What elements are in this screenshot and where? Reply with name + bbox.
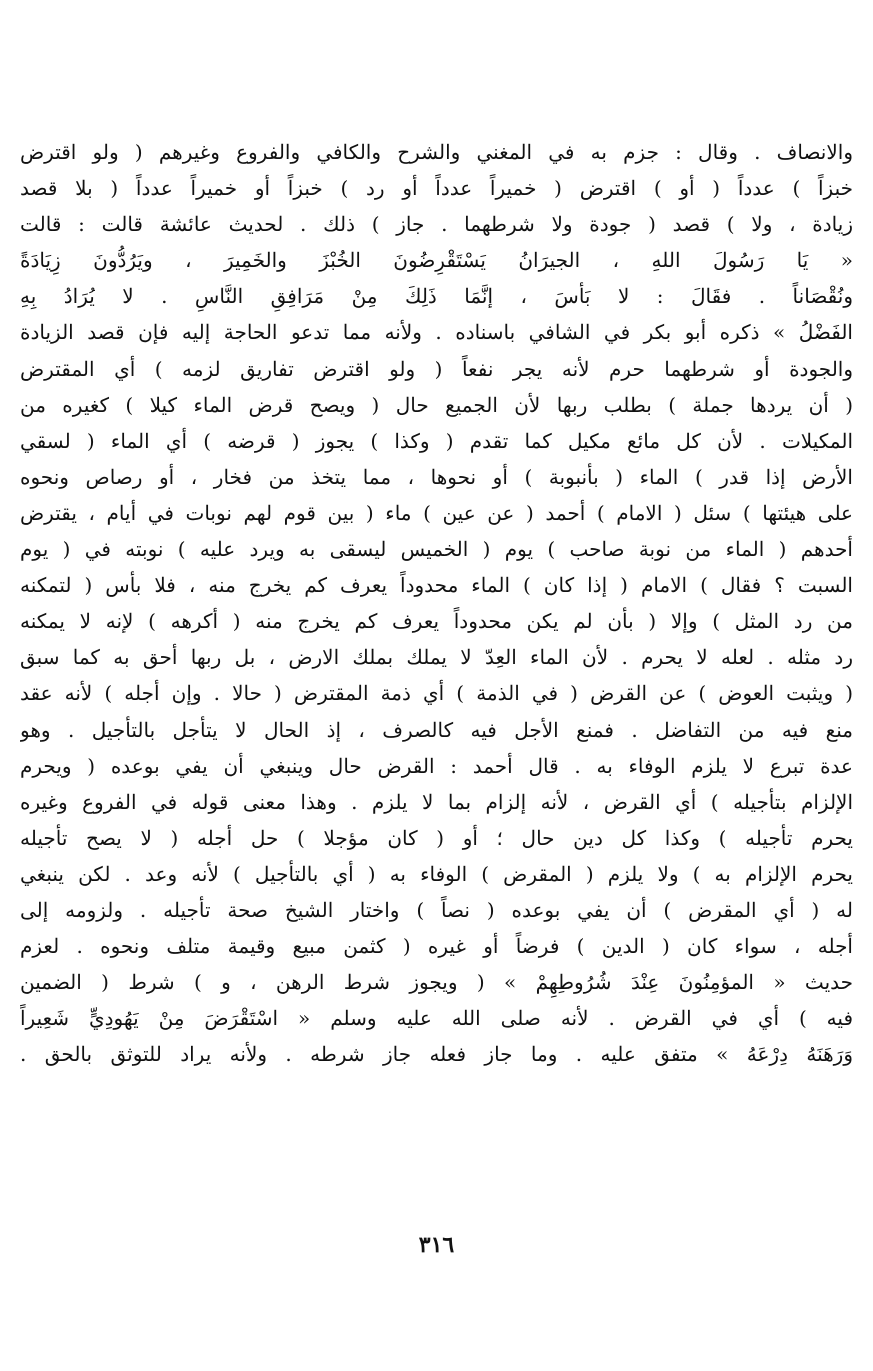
body-text xyxy=(20,134,853,1072)
text-line: رد مثله . لعله لا يحرم . لأن الماء العِدّ لا يملك بملك الارض ، بل ربها أحق به كما سبق xyxy=(20,645,853,670)
text-line: الأرض إذا قدر ) الماء ( بأنبوبة ) أو نحوها ، مما يتخذ من فخار ، أو رصاص ونحوه xyxy=(20,464,853,489)
text-line: يحرم تأجيله ) وكذا كل دين حال ؛ أو ( كان مؤجلا ) حل أجله ( لا يصح تأجيله xyxy=(20,825,853,850)
text-line: من رد المثل ) وإلا ( بأن لم يكن محدوداً يعرف كم يخرج منه ( أكرهه ) لإنه لا يمكنه xyxy=(20,609,853,634)
text-line: له ( أي المقرض ) أن يفي بوعده ( نصاً ) واختار الشيخ صحة تأجيله . ولزومه إلى xyxy=(20,897,853,922)
text-line: « يَا رَسُولَ اللهِ ، الجيرَانُ يَسْتَقْرِضُونَ الخُبْزَ والخَمِيرَ ، ويَرُدُّونَ زِيَادَةً xyxy=(20,248,853,273)
text-line: فيه ) أي في القرض . لأنه صلى الله عليه وسلم « اسْتَقْرَضَ مِنْ يَهُودِيٍّ شَعِيراً xyxy=(20,1006,853,1031)
text-line: الإلزام بتأجيله ) أي القرض ، لأنه إلزام بما لا يلزم . وهذا معنى قوله في الفروع وغيره xyxy=(20,789,853,814)
text-line: السبت ؟ فقال ) الامام ( إذا كان ) الماء محدوداً يعرف كم يخرج منه ، فلا بأس ( لتمكنه xyxy=(20,573,853,598)
text-line: والانصاف . وقال : جزم به في المغني والشرح والكافي والفروع وغيرهم ( ولو اقترض xyxy=(20,140,853,164)
text-line: يحرم الإلزام به ) ولا يلزم ( المقرض ) الوفاء به ( أي بالتأجيل ) لأنه وعد . لكن ينبغي xyxy=(20,861,853,886)
text-line: المكيلات . لأن كل مائع مكيل كما تقدم ( وكذا ) يجوز ( قرضه ) أي الماء ( لسقي xyxy=(20,428,853,453)
text-line: منع فيه من التفاضل . فمنع الأجل فيه كالصرف ، إذ الحال لا يتأجل بالتأجيل . وهو xyxy=(20,717,853,742)
text-line: على هيئتها ) سئل ( الامام ) أحمد ( عن عين ) ماء ( بين قوم لهم نوبات في أيام ، يقترض xyxy=(20,500,853,525)
page-number: ٣١٦ xyxy=(418,1232,455,1258)
text-line: والجودة أو شرطهما حرم لأنه يجر نفعاً ( ولو اقترض تفاريق لزمه ) أي المقترض xyxy=(20,356,853,381)
text-line: عدة تبرع لا يلزم الوفاء به . قال أحمد : القرض حال وينبغي أن يفي بوعده ( ويحرم xyxy=(20,753,853,778)
text-line: حديث « المؤمِنُونَ عِنْدَ شُرُوطِهِمْ » ( ويجوز شرط الرهن ، و ) شرط ( الضمين xyxy=(20,970,853,995)
text-line: ونُقْصَاناً . فقَالَ : لا بَأسَ ، إنَّمَا ذَلِكَ مِنْ مَرَافِقِ النَّاسِ . لا يُرَادُ بِهِ xyxy=(20,284,853,309)
text-line: خبزاً ) عدداً ( أو ) اقترض ( خميراً عدداً أو رد ) خبزاً أو خميراً عدداً ( بلا قصد xyxy=(20,176,853,201)
text-line: ( أن يردها جملة ) بطلب ربها لأن الجميع حال ( ويصح قرض الماء كيلا ) كغيره من xyxy=(20,392,853,417)
text-line: زيادة ، ولا ) قصد ( جودة ولا شرطهما . جاز ) ذلك . لحديث عائشة قالت : قالت xyxy=(20,212,853,237)
text-line: وَرَهَنَهُ دِرْعَهُ » متفق عليه . وما جاز فعله جاز شرطه . ولأنه يراد للتوثق بالحق . xyxy=(20,1042,853,1067)
text-line: أجله ، سواء كان ( الدين ) فرضاً أو غيره ( كثمن مبيع وقيمة متلف ونحوه . لعزم xyxy=(20,934,853,959)
text-line: الفَضْلُ » ذكره أبو بكر في الشافي باسناده . ولأنه مما تدعو الحاجة إليه فإن قصد الزيادة xyxy=(20,320,853,345)
text-line: أحدهم ( الماء من نوبة صاحب ) يوم ( الخميس ليسقى به ويرد عليه ) نوبته في ( يوم xyxy=(20,537,853,562)
text-line: ( ويثبت العوض ) عن القرض ( في الذمة ) أي ذمة المقترض ( حالا . وإن أجله ) لأنه عقد xyxy=(20,681,853,706)
